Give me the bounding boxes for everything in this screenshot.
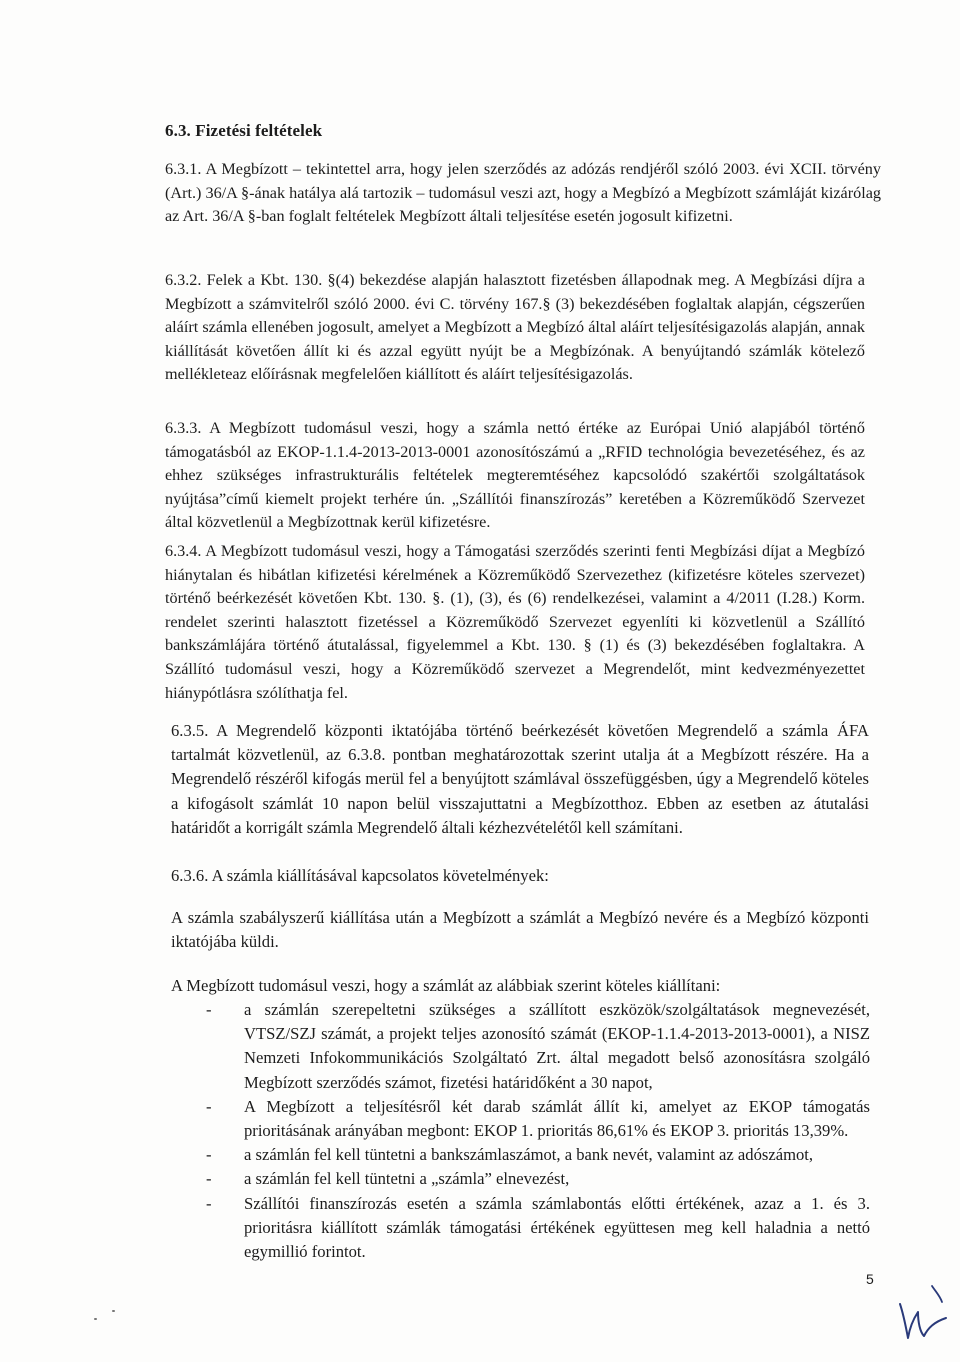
- paragraph-invoice-requirements-intro: A Megbízott tudomásul veszi, hogy a számlát az alábbiak szerint köteles kiállítani:: [171, 976, 721, 995]
- paragraph-6-3-1: 6.3.1. A Megbízott – tekintettel arra, hogy jelen szerződés az adózás rendjéről szóló 2003. évi XCII. törvény (Art.) 36/A §-ának hatálya alá tartozik – tudomásul veszi azt, hogy a Megbízó a Megbízott számláját kizárólag az Art. 36/A §-ban foglalt feltételek Megbízott általi teljesítése esetén jogosult kifizetni.: [165, 160, 881, 226]
- section-heading: 6.3. Fizetési feltételek: [165, 121, 323, 140]
- paragraph-6-3-2: 6.3.2. Felek a Kbt. 130. §(4) bekezdése alapján halasztott fizetésben állapodnak meg. A Megbízási díjra a Megbízott a számvitelről szóló 2000. évi C. törvény 167.§ (3) bekezdésében foglaltak alapján, cégszerűen aláírt számla ellenében jogosult, amelyet a Megbízott a Megbízó által aláírt teljesítésigazolás alapján, annak kiállítását követően állít ki és azzal együtt nyújt be a Megbízónak. A benyújtandó számlák kötelező mellékleteaz előírásnak megfelelően kiállított és aláírt teljesítésigazolás.: [165, 271, 865, 384]
- paragraph-6-3-6: 6.3.6. A számla kiállításával kapcsolatos követelmények:: [171, 866, 549, 885]
- page-number: 5: [866, 1271, 874, 1287]
- handwritten-initials: [896, 1282, 952, 1342]
- list-item: [206, 1143, 870, 1167]
- scan-speck: [112, 1310, 115, 1312]
- paragraph-invoice-sending: A számla szabályszerű kiállítása után a Megbízott a számlát a Megbízó nevére és a Megbízó központi iktatójába küldi.: [171, 908, 869, 952]
- list-item: [206, 998, 870, 1095]
- list-item-text: a számlán szerepeltetni szükséges a szállított eszközök/szolgáltatások megnevezését, VTSZ/SZJ számát, a projekt teljes azonosító számát (EKOP-1.1.4-2013-2013-0001), a NISZ Nemzeti Infokommunikációs Szolgáltató Zrt. által megadott belső azonosításra szolgáló Megbízott szerződés számot, fizetési határidőként a 30 napot,: [244, 1000, 870, 1092]
- list-dash: -: [206, 1096, 212, 1116]
- list-dash: -: [206, 1000, 212, 1019]
- invoice-requirements-list: [206, 998, 870, 1264]
- paragraph-6-3-3: 6.3.3. A Megbízott tudomásul veszi, hogy a számla nettó értéke az Európai Unió alapjából történő támogatásból az EKOP-1.1.4-2013-2013-0001 azonosítószámú a „RFID technológia bevezetéséhez, és az ehhez szükséges infrastrukturális feltételek megteremtéséhez kapcsolódó szakértői szolgáltatások nyújtása”című kiemelt projekt terhére ún. „Szállítói finanszírozás” keretében a Közreműködő Szervezet által közvetlenül a Megbízottnak kerül kifizetésre.: [165, 419, 865, 532]
- list-item-text: a számlán fel kell tüntetni a bankszámlaszámot, a bank nevét, valamint az adószámot,: [244, 1145, 814, 1165]
- list-item-text: Szállítói finanszírozás esetén a számla számlabontás előtti értékének, azaz a 1. és 3. prioritásra kiállított számlák támogatási értékének együttesen meg kell haladnia a nettó egymillió forintot.: [244, 1193, 870, 1262]
- list-dash: -: [206, 1169, 212, 1189]
- list-item: [206, 1167, 870, 1191]
- paragraph-6-3-4: 6.3.4. A Megbízott tudomásul veszi, hogy a Támogatási szerződés szerinti fenti Megbízási díjat a Megbízó hiánytalan és hibátlan kifizetési kérelmének a Közreműködő Szervezethez (kifizetésre köteles szervezet) történő beérkezését követően Kbt. 130. §. (1), (3), és (6) rendelkezései, valamint a 4/2011 (I.28.) Korm. rendelet szerinti halasztott fizetéssel a Közreműködő Szervezet egyenlíti ki közvetlenül a Szállító bankszámlájára történő átutalással, figyelemmel a Kbt. 130. § (1) és (3) bekezdésében foglaltakra. A Szállító tudomásul veszi, hogy a Közreműködő szervezet a Megrendelőt, mint kedvezményezettet hiánypótlásra szólíthatja fel.: [165, 542, 865, 702]
- paragraph-6-3-5: 6.3.5. A Megrendelő központi iktatójába történő beérkezését követően Megrendelő a számla ÁFA tartalmát közvetlenül, az 6.3.8. pontban meghatározottak szerint utalja át a Megbízott részére. Ha a Megrendelő részéről kifogás merül fel a benyújtott számlával összefüggésben, úgy a Megrendelő köteles a kifogásolt számlát 10 napon belül visszajuttatni a Megbízotthoz. Ebben az esetben az átutalási határidőt a korrigált számla Megrendelő általi kézhezvételétől kell számítani.: [171, 721, 869, 837]
- scan-speck: [94, 1318, 97, 1320]
- list-dash: -: [206, 1145, 212, 1165]
- list-item: [206, 1192, 870, 1265]
- list-item-text: a számlán fel kell tüntetni a „számla” elnevezést,: [244, 1169, 570, 1189]
- list-dash: -: [206, 1193, 212, 1213]
- list-item-text: A Megbízott a teljesítésről két darab számlát állít ki, amelyet az EKOP támogatás prioritásának arányában megbont: EKOP 1. prioritás 86,61% és EKOP 3. prioritás 13,39%.: [244, 1096, 870, 1141]
- list-item: [206, 1095, 870, 1143]
